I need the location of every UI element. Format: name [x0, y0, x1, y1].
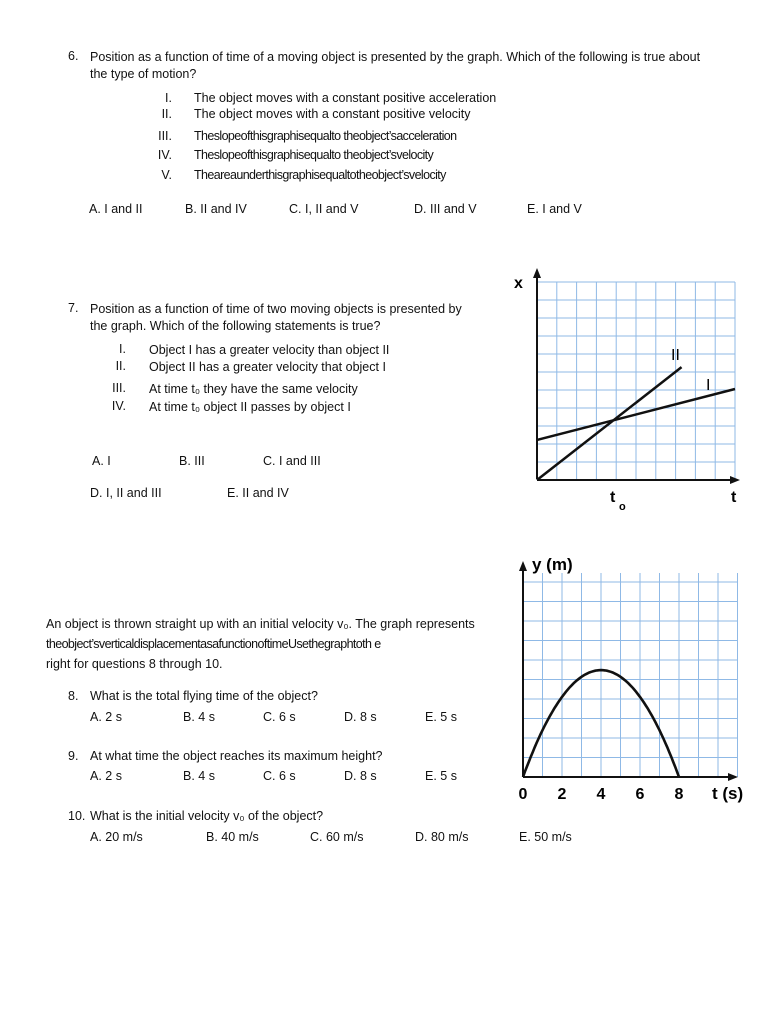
q6-statement-numeral: V.	[161, 168, 172, 182]
q7-statement-numeral: II.	[115, 359, 126, 373]
line-label-i: I	[706, 377, 711, 394]
q6-choice-d: D. III and V	[414, 202, 477, 216]
x-tick-label: 0	[518, 786, 528, 803]
x-tick-labels	[519, 786, 684, 803]
q10-number: 10.	[68, 809, 86, 823]
q10-choice-a: A. 20 m/s	[90, 830, 143, 844]
position-time-graph	[500, 252, 760, 518]
q8-choice-c: C. 6 s	[263, 710, 296, 724]
y-axis-label: y (m)	[532, 555, 573, 574]
q6-prompt-line1: Position as a function of time of a moving object is presented by the graph. Which of the following is true about	[90, 50, 701, 64]
q7-prompt-line1: Position as a function of time of two moving objects is presented by	[90, 302, 462, 316]
q8-choice-b: B. 4 s	[183, 710, 215, 724]
intro-line1: An object is thrown straight up with an initial velocity v₀. The graph represents	[46, 617, 475, 631]
q6-statement-text: Theslopeofthisgraphisequalto theobject’sacceleration	[194, 129, 457, 143]
t0-subscript: o	[619, 501, 626, 513]
q10-choice-d: D. 80 m/s	[415, 830, 469, 844]
q9-choice-b: B. 4 s	[183, 769, 215, 783]
q8-prompt: What is the total flying time of the object?	[90, 689, 318, 703]
series-line-object-ii	[537, 367, 682, 480]
q7-statement-text: Object II has a greater velocity that object I	[149, 360, 386, 374]
q6-choice-a: A. I and II	[89, 202, 143, 216]
q7-choice-e: E. II and IV	[227, 486, 289, 500]
x-axis-label: t (s)	[712, 784, 744, 803]
q6-choice-b: B. II and IV	[185, 202, 247, 216]
q6-statement-text: The object moves with a constant positive velocity	[194, 107, 471, 121]
q6-choice-e: E. I and V	[527, 202, 582, 216]
q7-statement-text: At time t₀ they have the same velocity	[149, 382, 358, 396]
q6-prompt-line2: the type of motion?	[90, 67, 197, 81]
q7-choice-a: A. I	[92, 454, 111, 468]
x-tick-label: 2	[557, 786, 567, 803]
x-axis-label: t	[731, 489, 737, 506]
q7-choice-c: C. I and III	[263, 454, 321, 468]
q7-statement-text: At time t₀ object II passes by object I	[149, 400, 351, 414]
t0-label: t	[610, 489, 616, 506]
q6-statement-text: The object moves with a constant positive acceleration	[194, 91, 497, 105]
q6-statement-numeral: I.	[165, 91, 172, 105]
q7-statement-numeral: I.	[119, 342, 126, 356]
graph-grid	[523, 573, 738, 777]
q10-choice-e: E. 50 m/s	[519, 830, 572, 844]
q7-choice-d: D. I, II and III	[90, 486, 162, 500]
q9-number: 9.	[68, 749, 79, 763]
q8-choice-a: A. 2 s	[90, 710, 122, 724]
q8-choice-e: E. 5 s	[425, 710, 457, 724]
q6-statement-numeral: II.	[161, 107, 172, 121]
q9-choice-d: D. 8 s	[344, 769, 377, 783]
q7-statement-text: Object I has a greater velocity than object II	[149, 343, 390, 357]
q6-statement-text: Theareaunderthisgraphisequaltotheobject’svelocity	[194, 168, 446, 182]
y-axis-arrow	[533, 268, 541, 278]
q6-statement-numeral: IV.	[157, 148, 172, 162]
q7-prompt-line2: the graph. Which of the following statements is true?	[90, 319, 381, 333]
q10-choice-b: B. 40 m/s	[206, 830, 259, 844]
x-tick-label: 4	[596, 786, 606, 803]
q7-choice-b: B. III	[179, 454, 205, 468]
intro-line2: theobject’sverticaldisplacementasafunctionoftimeUsethegraphtoth e	[46, 637, 381, 651]
q6-statement-numeral: III.	[158, 129, 172, 143]
displacement-time-graph	[505, 548, 760, 813]
q9-prompt: At what time the object reaches its maximum height?	[90, 749, 383, 763]
q6-number: 6.	[68, 49, 79, 63]
q7-number: 7.	[68, 301, 79, 315]
y-axis-label: x	[514, 275, 523, 292]
q8-number: 8.	[68, 689, 79, 703]
q10-choice-c: C. 60 m/s	[310, 830, 364, 844]
q10-prompt: What is the initial velocity v₀ of the object?	[90, 809, 324, 823]
q7-statement-numeral: III.	[112, 381, 126, 395]
line-label-ii: II	[671, 347, 680, 364]
q6-choice-c: C. I, II and V	[289, 202, 359, 216]
q6-statement-text: Theslopeofthisgraphisequalto theobject’svelocity	[194, 148, 434, 162]
q7-statement-numeral: IV.	[111, 399, 126, 413]
q9-choice-a: A. 2 s	[90, 769, 122, 783]
x-axis-arrow	[728, 773, 738, 781]
q9-choice-c: C. 6 s	[263, 769, 296, 783]
q9-choice-e: E. 5 s	[425, 769, 457, 783]
y-axis-arrow	[519, 561, 527, 571]
q8-choice-d: D. 8 s	[344, 710, 377, 724]
x-tick-label: 8	[674, 786, 684, 803]
intro-line3: right for questions 8 through 10.	[46, 657, 223, 671]
x-tick-label: 6	[635, 786, 645, 803]
